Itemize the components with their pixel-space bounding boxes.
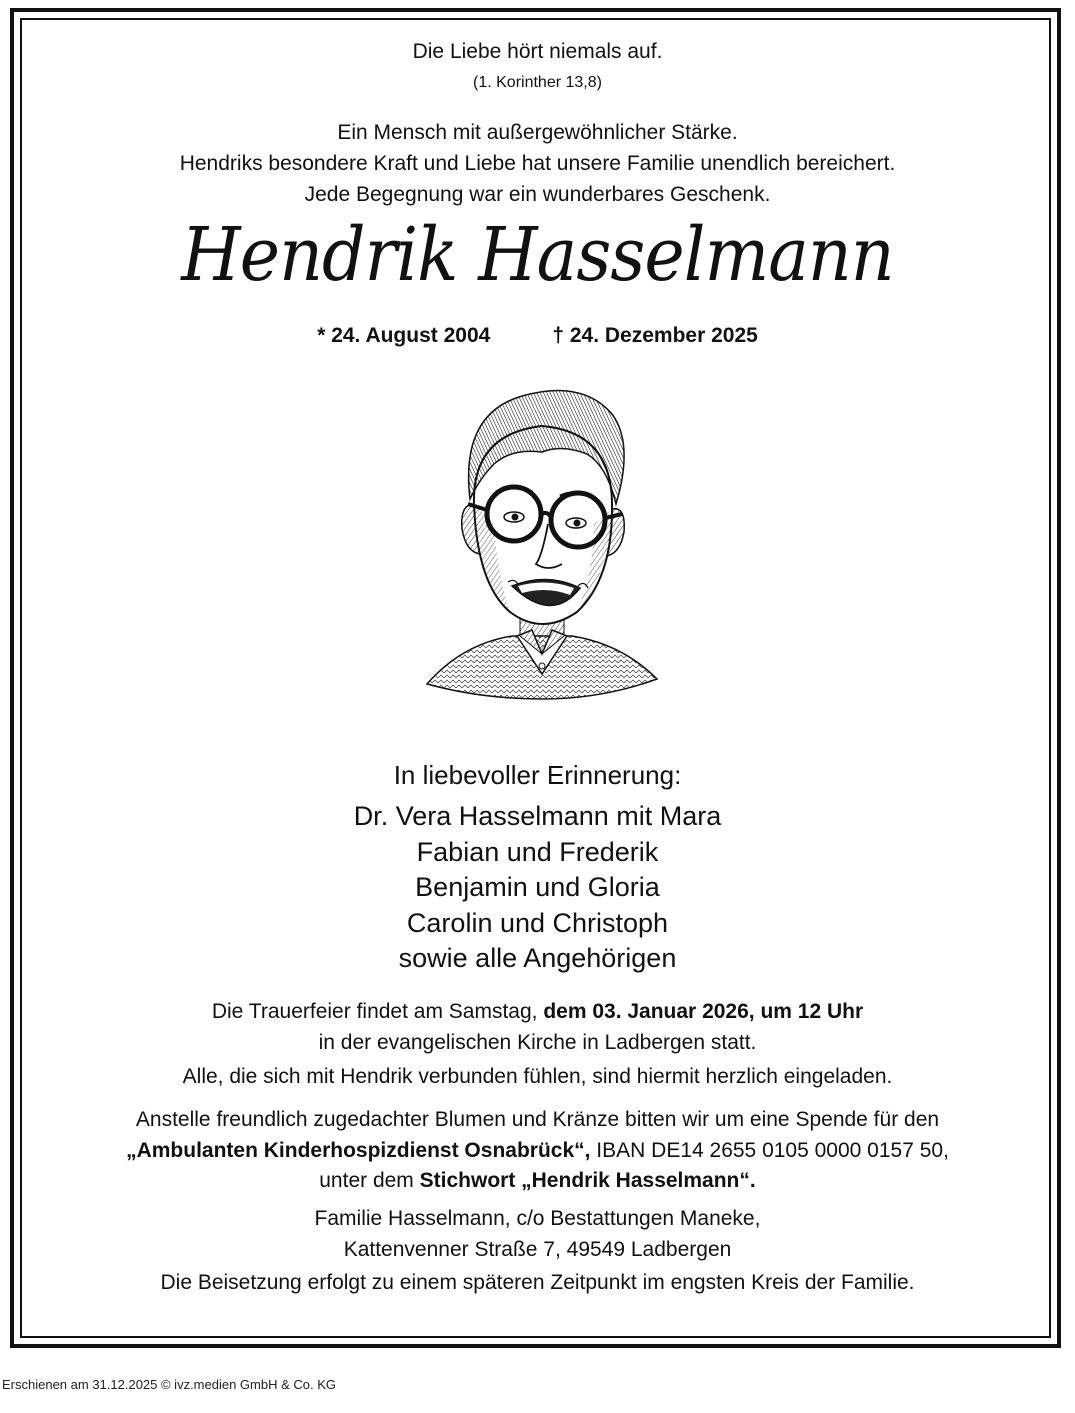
mourner-line: Dr. Vera Hasselmann mit Mara (353, 801, 722, 831)
birth-date: * 24. August 2004 (317, 324, 491, 347)
contact-address (24, 1203, 1051, 1265)
intro-line-3: Jede Begegnung war ein wunderbares Geschenk. (304, 183, 771, 206)
publication-footer: Erschienen am 31.12.2025 © ivz.medien GmbH & Co. KG (2, 1377, 337, 1392)
address-line-2: Kattenvenner Straße 7, 49549 Ladbergen (343, 1238, 732, 1261)
deceased-name: Hendrik Hasselmann (181, 212, 894, 298)
address-line-1: Familie Hasselmann, c/o Bestattungen Maneke, (314, 1207, 761, 1230)
death-date: † 24. Dezember 2025 (552, 324, 758, 347)
donation-keyword: Stichwort „Hendrik Hasselmann“. (419, 1169, 756, 1192)
portrait-illustration-icon (402, 374, 682, 704)
mourner-line: Benjamin und Gloria (415, 872, 660, 902)
funeral-service-info (24, 996, 1051, 1058)
donation-keyword-prefix: unter dem (319, 1169, 420, 1192)
service-text: Die Trauerfeier findet am Samstag, (211, 1000, 544, 1023)
mourner-line: Fabian und Frederik (416, 836, 659, 867)
mourners-list (24, 799, 1051, 977)
service-date: dem 03. Januar 2026, um 12 Uhr (543, 1000, 864, 1023)
bible-verse: Die Liebe hört niemals auf. (412, 40, 663, 63)
mourner-line: sowie alle Angehörigen (398, 943, 677, 973)
intro-line-1: Ein Mensch mit außergewöhnlicher Stärke. (337, 121, 738, 144)
mourner-line: Carolin und Christoph (406, 907, 669, 938)
intro-text (24, 117, 1051, 210)
life-dates (24, 324, 1051, 348)
invitation-text: Alle, die sich mit Hendrik verbunden fühlen, sind hiermit herzlich eingeladen. (182, 1065, 893, 1088)
service-location: in der evangelischen Kirche in Ladbergen statt. (318, 1031, 757, 1054)
donation-line-1: Anstelle freundlich zugedachter Blumen und Kränze bitten wir um eine Spende für den (135, 1108, 940, 1131)
burial-note: Die Beisetzung erfolgt zu einem späteren Zeitpunkt im engsten Kreis der Familie. (160, 1271, 915, 1294)
obituary-notice (24, 22, 1051, 1338)
intro-line-2: Hendriks besondere Kraft und Liebe hat unsere Familie unendlich bereichert. (179, 152, 896, 175)
donation-iban: IBAN DE14 2655 0105 0000 0157 50, (590, 1138, 949, 1162)
bible-verse-reference: (1. Korinther 13,8) (473, 74, 602, 91)
donation-recipient: „Ambulanten Kinderhospizdienst Osnabrück“, (126, 1138, 591, 1162)
memory-title: In liebevoller Erinnerung: (393, 760, 682, 790)
donation-request (24, 1105, 1051, 1197)
